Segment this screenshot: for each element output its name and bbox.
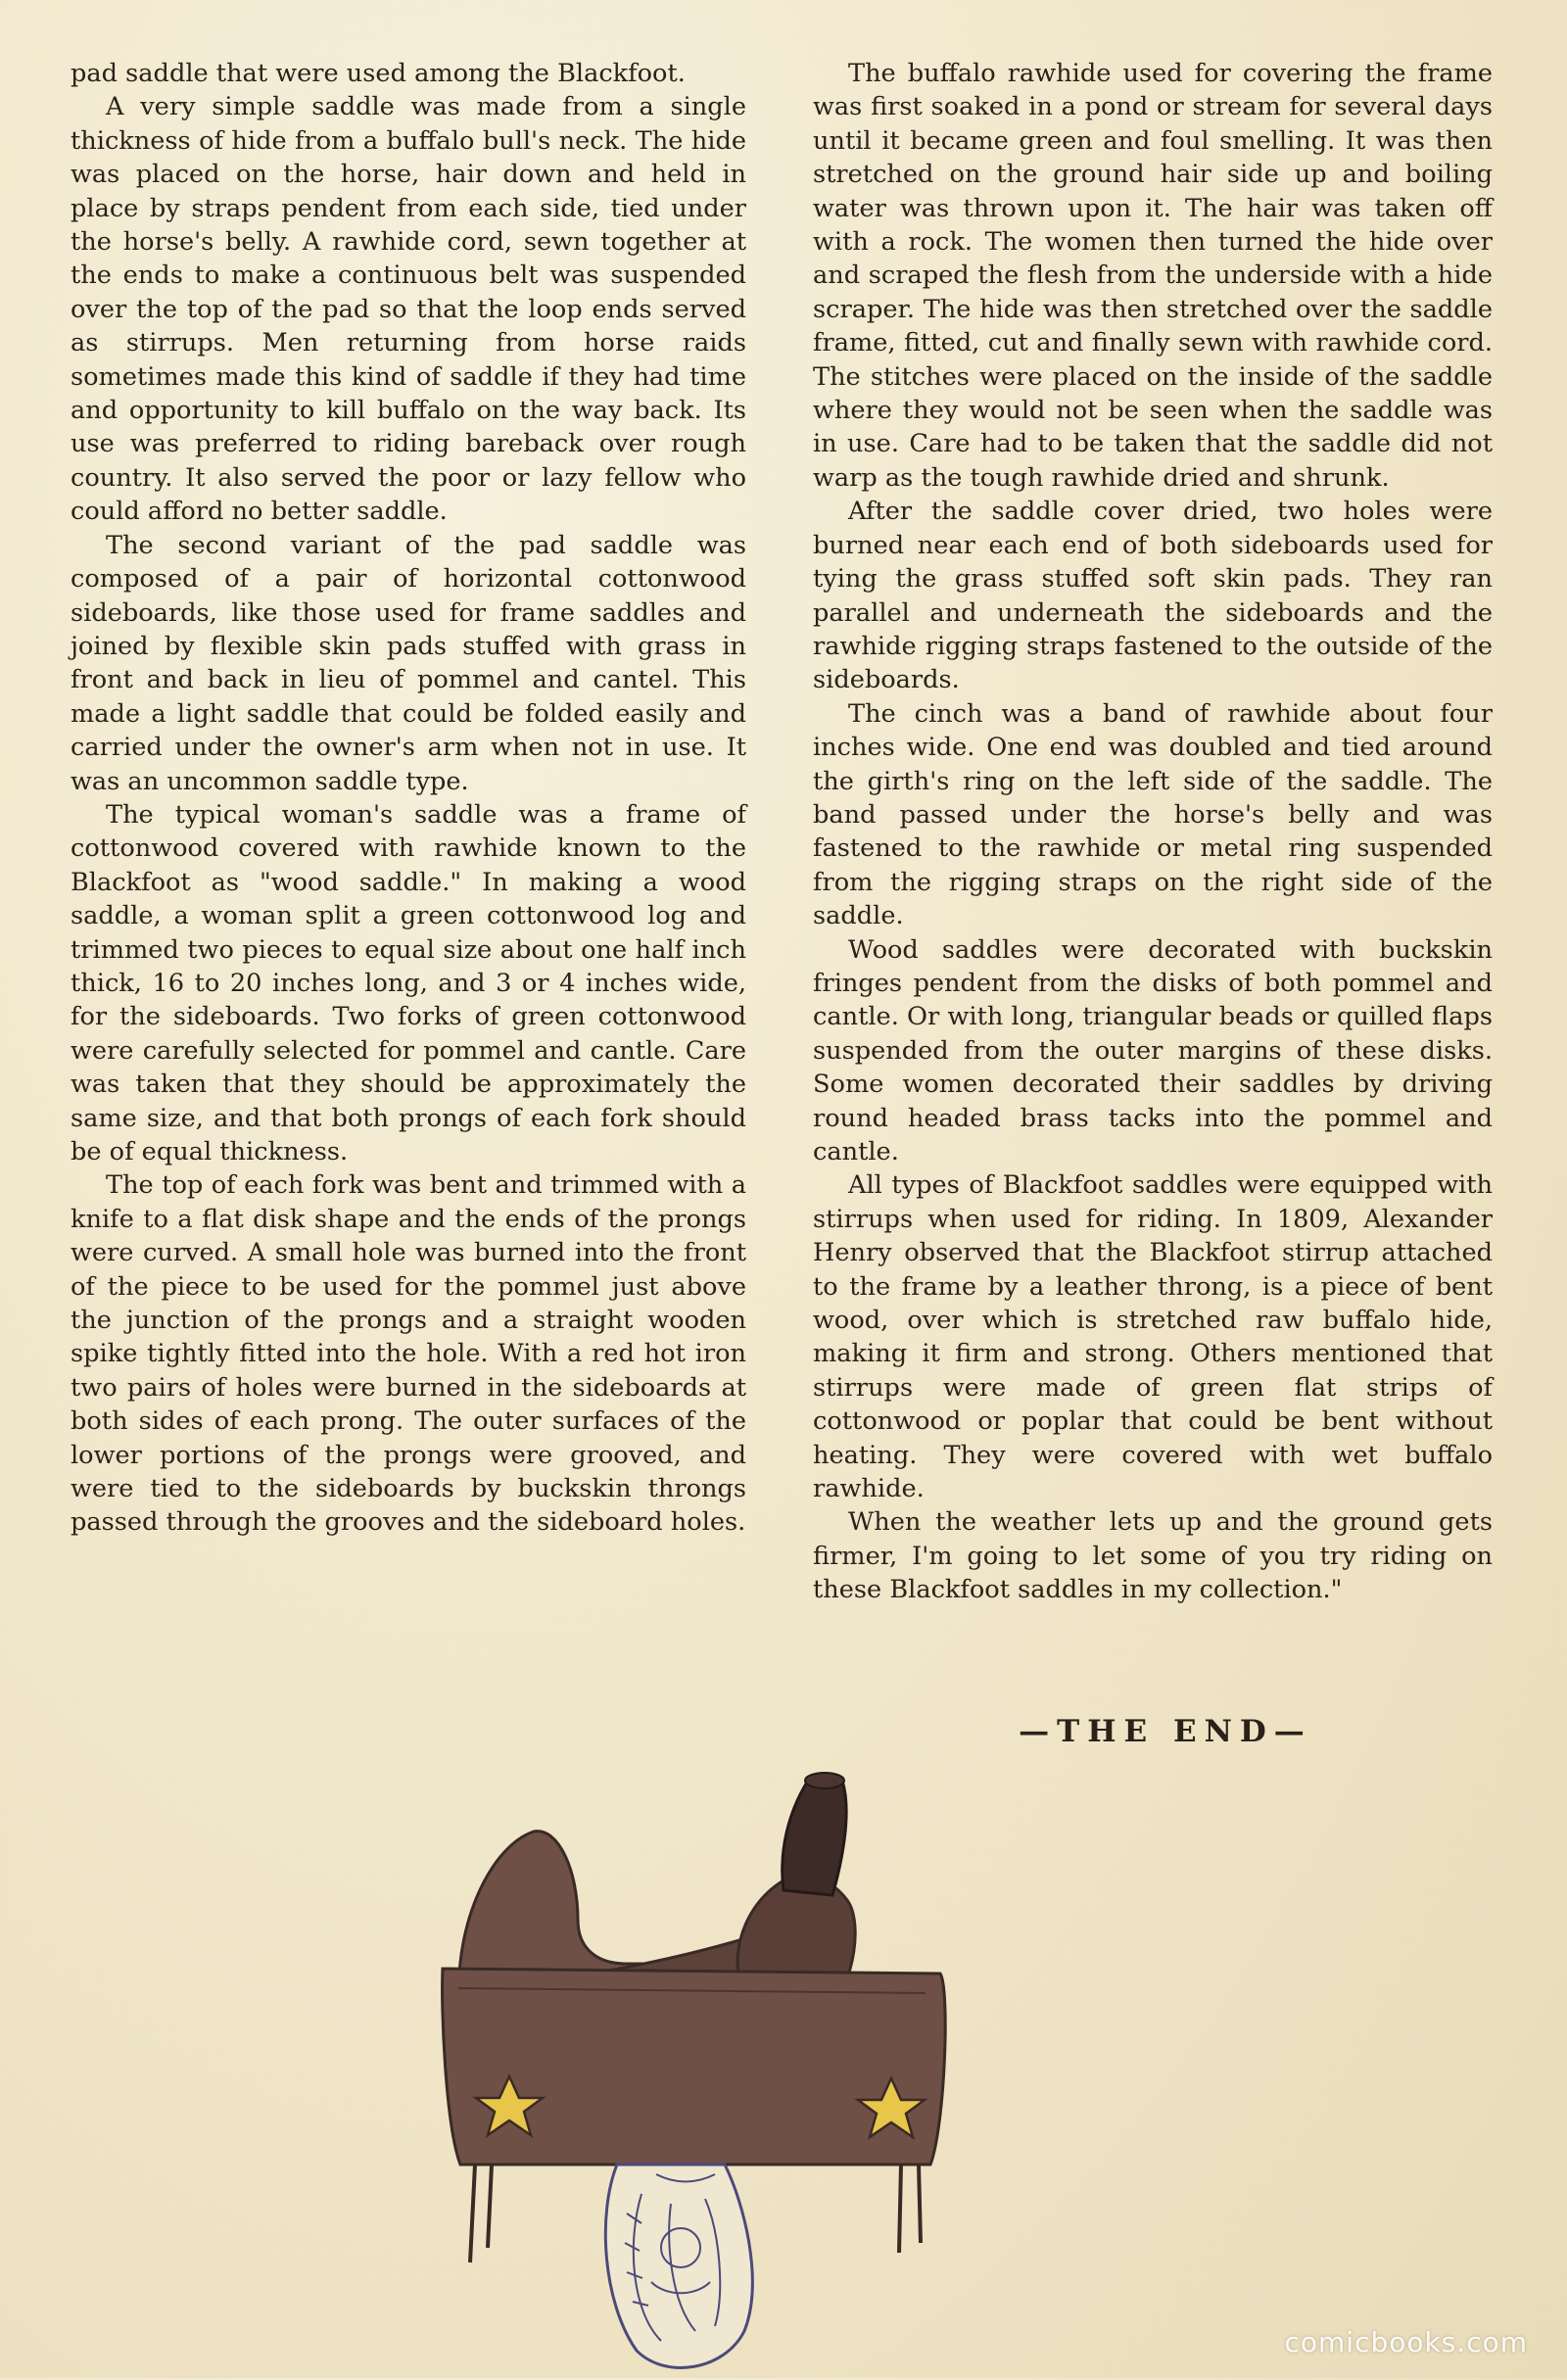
stirrup-fender	[605, 2165, 752, 2367]
paragraph: When the weather lets up and the ground gets firmer, I'm going to let some of you try riding on these Blackfoot saddles in my collection."	[813, 1507, 1493, 1605]
paragraph: All types of Blackfoot saddles were equipped with stirrups when used for riding. In 1809, Alexander Henry observed that the Blackfoot stirrup attached to the frame by a leather throng, is a piece of bent wood, over which is stretched raw buffalo hide, making it firm and strong. Others mentioned that stirrups were made of green flat strips of cottonwood or poplar that could be bent without heating. They were covered with wet buffalo rawhide.	[813, 1170, 1493, 1504]
paragraph: The cinch was a band of rawhide about four inches wide. One end was doubled and tied around the girth's ring on the left side of the saddle. The band passed under the horse's belly and was fastened to the rawhide or metal ring suspended from the rigging straps on the right side of the saddle.	[813, 698, 1493, 931]
paragraph: After the saddle cover dried, two holes were burned near each end of both sideboards used for tying the grass stuffed soft skin pads. They ran parallel and underneath the sideboards and the rawhide rigging straps fastened to the outside of the sideboards.	[813, 497, 1493, 695]
paragraph: pad saddle that were used among the Blackfoot.	[71, 59, 686, 88]
paragraph: Wood saddles were decorated with buckskin fringes pendent from the disks of both pommel and cantle. Or with long, triangular beads or quilled flaps suspended from the outer margins of these disks. Some women decorated their saddles by driving round headed brass tacks into the pommel and cantle.	[813, 934, 1493, 1166]
paragraph: The buffalo rawhide used for covering the frame was first soaked in a pond or stream for several days until it became green and foul smelling. It was then stretched on the ground hair side up and boiling water was thrown upon it. The hair was taken off with a rock. The women then turned the hide over and scraped the flesh from the underside with a hide scraper. The hide was then stretched over the saddle frame, fitted, cut and finally sewn with rawhide cord. The stitches were placed on the inside of the saddle where they would not be seen when the saddle was in use. Care had to be taken that the saddle did not warp as the tough rawhide dried and shrunk.	[813, 59, 1493, 493]
saddle-horn	[783, 1781, 846, 1895]
saddle-illustration	[431, 1753, 979, 2380]
watermark: comicbooks.com	[1284, 2326, 1528, 2358]
paragraph: A very simple saddle was made from a single thickness of hide from a buffalo bull's neck. The hide was placed on the horse, hair down and held in place by straps pendent from each side, tied under the horse's belly. A rawhide cord, sewn together at the ends to make a continuous belt was suspended over the top of the pad so that the loop ends served as stirrups. Men returning from horse raids sometimes made this kind of saddle if they had time and opportunity to kill buffalo on the way back. Its use was preferred to riding bareback over rough country. It also served the poor or lazy fellow who could afford no better saddle.	[71, 92, 746, 527]
left-text-column	[71, 57, 746, 1540]
right-text-column	[813, 57, 1493, 1607]
the-end-mark: —THE END—	[1019, 1714, 1312, 1749]
saddle-horn-cap	[805, 1773, 844, 1788]
paragraph: The typical woman's saddle was a frame of cottonwood covered with rawhide known to the Blackfoot as "wood saddle." In making a wood saddle, a woman split a green cottonwood log and trimmed two pieces to equal size about one half inch thick, 16 to 20 inches long, and 3 or 4 inches wide, for the sideboards. Two forks of green cottonwood were carefully selected for pommel and cantle. Care was taken that they should be approximately the same size, and that both prongs of each fork should be of equal thickness.	[71, 799, 746, 1166]
paragraph: The top of each fork was bent and trimmed with a knife to a flat disk shape and the ends of the prongs were curved. A small hole was burned into the front of the piece to be used for the pommel just above the junction of the prongs and a straight wooden spike tightly fitted into the hole. With a red hot iron two pairs of holes were burned in the sideboards at both sides of each prong. The outer surfaces of the lower portions of the prongs were grooved, and were tied to the sideboards by buckskin throngs passed through the grooves and the sideboard holes.	[71, 1170, 746, 1538]
paragraph: The second variant of the pad saddle was composed of a pair of horizontal cottonwood sideboards, like those used for frame saddles and joined by flexible skin pads stuffed with grass in front and back in lieu of pommel and cantel. This made a light saddle that could be folded easily and carried under the owner's arm when not in use. It was an uncommon saddle type.	[71, 530, 746, 796]
